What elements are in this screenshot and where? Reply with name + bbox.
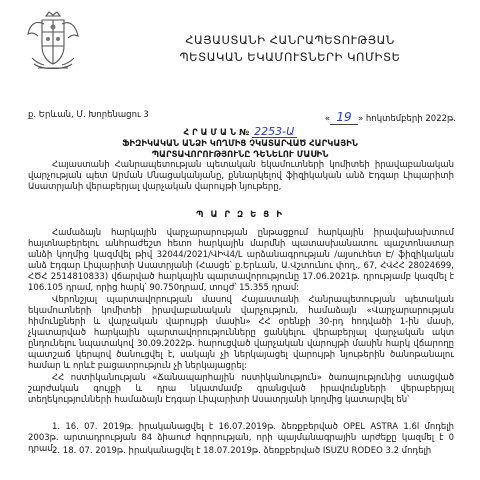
agency-header [120,32,460,66]
date-rest: » հոկտեմբերի 2022թ. [358,114,456,124]
title-line-1: ՖԻԶԻԿԱԿԱՆ ԱՆՁԻ ԿՈՂՄԻՑ ՉԿԱՏԱՐՎԱԾ ՀԱՐԿԱՅԻՆ [122,139,358,149]
list-item-1: 1. 16. 07. 2019թ. իրականացվել է 16.07.2019թ. ձեռքբերված OPEL ASTRA 1.6l մոդելի 2003թ. արտադրության 84 ձիաուժ հզորության, որի պայմանագրային արժեքը կազմել է 0 դրամ, [28,422,454,454]
title-line-2: ՊԱՐՏԱՎՈՐՈՒԹՅՈՒՆԸ ԴԵՆԵԼՈՒ ՄԱՍԻՆ [151,150,329,160]
body-paragraph-2: Վերոնշյալ պարտավորության մասով Հայաստանի Հանրապետության պետական եկամուտների կոմիտեի իրավաբանական վարչություն, համաձայն «Վարչարարության հիմունքների և վարչական վարույթի մասին» ՀՀ օրենքի 30-րդ հոդվածի 1-ին մասի, չկատարված հարկային պարտավորությունները ցանկելու վերաբերյալ վարչական ակտ ընդունելու նպատակով 30.09.2022թ. հարուցված վարչական վարույթի մասին հարկ վճարողը պատշաճ կերպով ծանուցվել է, սակայն չի ներկայացել վարույթի նյութերին ծանոթանալու համար և որևէ բացատրություն չի ներկայացրել: [28,295,454,371]
body-text [28,228,454,407]
decision-heading: Պ Ա Ր Զ Ե Ց Ի [196,210,284,220]
intro-paragraph: Հայաստանի Հանրապետության պետական եկամուտների կոմիտեի իրավաբանական վարչության պետ Արման Մնացականյանը, քննարկելով ֆիզիկական անձ Էդգար Լիպարիտի Ասատրյանի վերաբերյալ վարչական վարույթի նյութերը, [28,160,454,192]
list-item-2: 2. 18. 07. 2019թ. իրականացվել է 18.07.2019թ. ձեռքբերված ISUZU RODEO 3.2 մոդելի [52,446,432,456]
coat-of-arms-icon [22,10,84,80]
body-paragraph-3: ՀՀ ոստիկանության «Ճանապարհային ոստիկանություն» ծառայությունից ստացված շարժական գույքի և դրա նկատմամբ գրանցված իրավունքների վերաբերյալ տեղեկությունների համաձայն Էդգար Լիպարիտի Ասատրյանի կողմից կատարվել են՝ [28,373,454,405]
order-title [60,126,420,161]
header-line-1: ՀԱՅԱՍՏԱՆԻ ՀԱՆՐԱՊԵՏՈՒԹՅԱՆ [185,33,395,47]
order-number: 2253-Ա [254,125,295,138]
header-line-2: ՊԵՏԱԿԱՆ ԵԿԱՄՈՒՏՆԵՐԻ ԿՈՄԻՏԵ [179,50,401,64]
order-label: Հ Ր Ա Մ Ա Ն № [183,128,250,138]
date-day: 19 [330,110,358,125]
order-number-line [60,126,420,139]
date: « 19 » հոկտեմբերի 2022թ. [324,110,456,124]
body-paragraph-1: Համաձայն հարկային վարչարարության ընթացքում հարկային իրավախախտում հայտնաբերելու անհրաժեշտ հետո հարկային մարմնի պատասխանատու պաշտոնատար անձի կողմից կազմվել թիվ 32044/2021/ՎԻՎ4/Լ արձանագրության /այսուհետ Է/ ֆիզիկական անձ Էդգար Լիպարիտի Ասատրյանի (Հասցե՝ ք.Երևան, Ա.Վշտունու փող., 67, ՀՎՀՀ 28024699, ՀԾՀ 2514810833) վճարված հարկային պարտավորությունը 17.06.2021թ. դրությամբ կազմել է 106.105 դրամ, որից հարկ՝ 90.750դրամ, տույժ՝ 15.355 դրամ: [28,228,454,293]
address: ք. Երևան, Մ. Խորենացու 3 [28,110,149,120]
